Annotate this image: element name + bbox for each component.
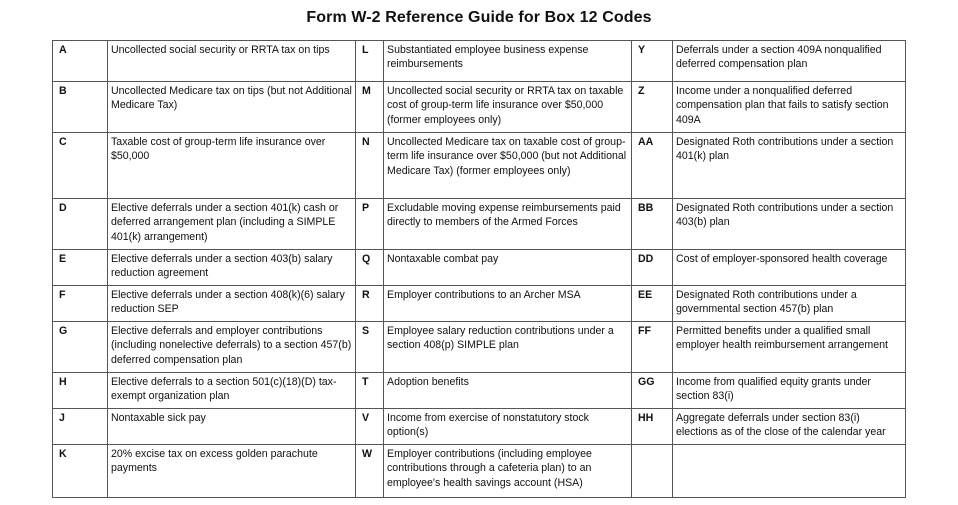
box12-code-description: Nontaxable sick pay (108, 409, 356, 445)
box12-code-description: Employer contributions to an Archer MSA (384, 286, 632, 322)
box12-code: K (53, 445, 108, 498)
box12-code: FF (632, 322, 673, 373)
box12-code: Q (356, 250, 384, 286)
table-row (53, 82, 906, 133)
box12-code: AA (632, 133, 673, 199)
box12-code: J (53, 409, 108, 445)
table-row (53, 445, 906, 498)
box12-code-description: Designated Roth contributions under a section 401(k) plan (673, 133, 906, 199)
box12-code-description: Elective deferrals under a section 401(k) cash or deferred arrangement plan (including a SIMPLE 401(k) arrangement) (108, 199, 356, 250)
box12-code-description: Income from qualified equity grants under section 83(i) (673, 373, 906, 409)
table-row (53, 286, 906, 322)
box12-code-description: Elective deferrals under a section 403(b) salary reduction agreement (108, 250, 356, 286)
box12-code: F (53, 286, 108, 322)
box12-code: S (356, 322, 384, 373)
box12-code-description: Elective deferrals to a section 501(c)(18)(D) tax-exempt organization plan (108, 373, 356, 409)
box12-code-description: Substantiated employee business expense reimbursements (384, 41, 632, 82)
table-row (53, 41, 906, 82)
box12-code: H (53, 373, 108, 409)
table-row (53, 373, 906, 409)
box12-code: P (356, 199, 384, 250)
box12-code: T (356, 373, 384, 409)
box12-code-description: Elective deferrals under a section 408(k)(6) salary reduction SEP (108, 286, 356, 322)
box12-code: EE (632, 286, 673, 322)
box12-code: C (53, 133, 108, 199)
box12-code-description: Employee salary reduction contributions under a section 408(p) SIMPLE plan (384, 322, 632, 373)
box12-code-description: Elective deferrals and employer contributions (including nonelective deferrals) to a section 457(b) deferred compensation plan (108, 322, 356, 373)
box12-code-description: Uncollected Medicare tax on taxable cost of group-term life insurance over $50,000 (but not Additional Medicare Tax) (former employees only) (384, 133, 632, 199)
box12-code-description: Uncollected Medicare tax on tips (but not Additional Medicare Tax) (108, 82, 356, 133)
box12-code: Z (632, 82, 673, 133)
table-body (53, 41, 906, 498)
box12-code-description: Designated Roth contributions under a governmental section 457(b) plan (673, 286, 906, 322)
box12-code: G (53, 322, 108, 373)
box12-code-description: Deferrals under a section 409A nonqualified deferred compensation plan (673, 41, 906, 82)
box12-code: A (53, 41, 108, 82)
box12-code-description: Uncollected social security or RRTA tax on tips (108, 41, 356, 82)
box12-code-description: Taxable cost of group-term life insurance over $50,000 (108, 133, 356, 199)
box12-code: M (356, 82, 384, 133)
box12-code: D (53, 199, 108, 250)
box12-code: N (356, 133, 384, 199)
box12-code-description: Excludable moving expense reimbursements paid directly to members of the Armed Forces (384, 199, 632, 250)
box12-code: L (356, 41, 384, 82)
box12-code-description: Aggregate deferrals under section 83(i) elections as of the close of the calendar year (673, 409, 906, 445)
box12-code: E (53, 250, 108, 286)
box12-code: GG (632, 373, 673, 409)
box12-code-description (673, 445, 906, 498)
box12-code-description: Cost of employer-sponsored health coverage (673, 250, 906, 286)
table-row (53, 409, 906, 445)
box12-code: HH (632, 409, 673, 445)
table-row (53, 250, 906, 286)
box12-code: V (356, 409, 384, 445)
box12-code-description: Income under a nonqualified deferred compensation plan that fails to satisfy section 409A (673, 82, 906, 133)
box12-code-description: Designated Roth contributions under a section 403(b) plan (673, 199, 906, 250)
box12-code-description: Permitted benefits under a qualified small employer health reimbursement arrangement (673, 322, 906, 373)
box12-code-description: Uncollected social security or RRTA tax on taxable cost of group-term life insurance over $50,000 (former employees only) (384, 82, 632, 133)
box12-codes-table (52, 40, 906, 498)
box12-code-description: Adoption benefits (384, 373, 632, 409)
box12-code: Y (632, 41, 673, 82)
page-title: Form W-2 Reference Guide for Box 12 Codes (306, 9, 652, 26)
box12-code: BB (632, 199, 673, 250)
box12-code-description: Employer contributions (including employee contributions through a cafeteria plan) to an employee's health savings account (HSA) (384, 445, 632, 498)
box12-code-description: Income from exercise of nonstatutory stock option(s) (384, 409, 632, 445)
box12-code: R (356, 286, 384, 322)
box12-code: B (53, 82, 108, 133)
table-row (53, 133, 906, 199)
box12-code: DD (632, 250, 673, 286)
table-row (53, 322, 906, 373)
box12-code-description: 20% excise tax on excess golden parachute payments (108, 445, 356, 498)
box12-code (632, 445, 673, 498)
box12-code: W (356, 445, 384, 498)
table-row (53, 199, 906, 250)
box12-code-description: Nontaxable combat pay (384, 250, 632, 286)
